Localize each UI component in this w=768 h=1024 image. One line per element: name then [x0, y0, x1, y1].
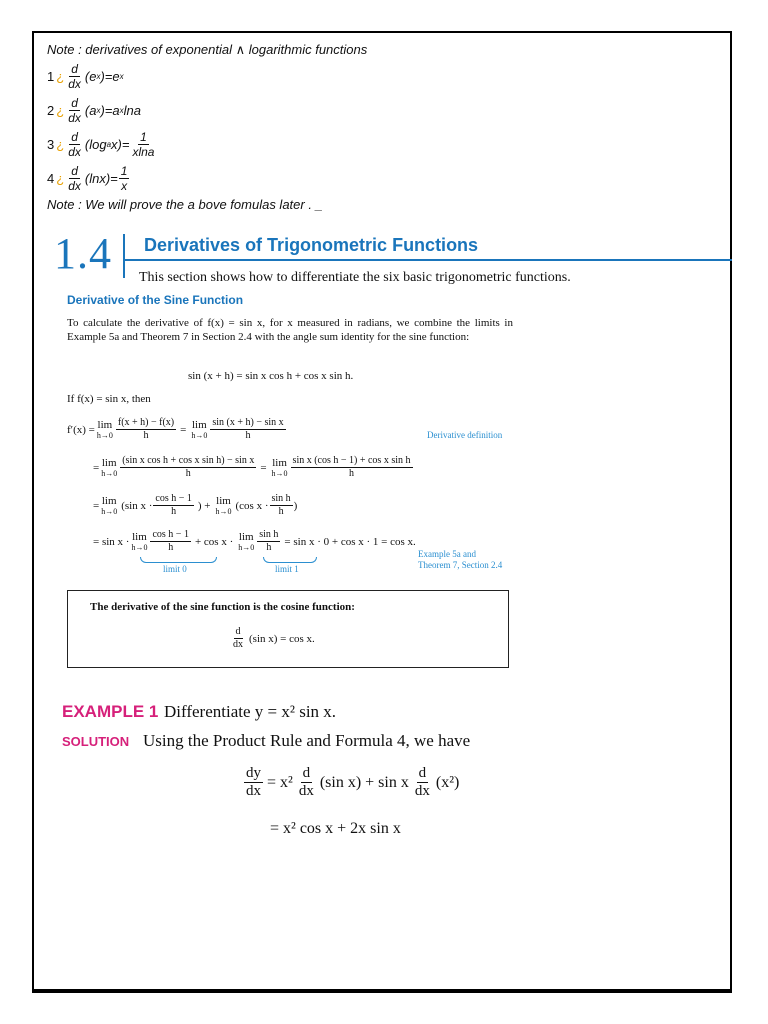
- formula-marker: ¿: [56, 170, 65, 186]
- result-fraction: $\frac{1}{x}$: [120, 163, 128, 193]
- example-reference: Example 5a and Theorem 7, Section 2.4: [418, 549, 503, 570]
- example-label: EXAMPLE 1: [62, 702, 159, 721]
- solution-label: SOLUTION: [62, 734, 130, 749]
- derivation-row-3: = lim h→0 (sin x · $\frac{\text{cos h − 1}}{h}$ ) + lim h→0 (cos x · $\frac{\text{sin h}}{h}$ ): [93, 493, 298, 517]
- notes-block: [47, 40, 707, 214]
- section-number: 1.4: [54, 229, 112, 278]
- formula-3: 3 ¿ $\frac{d}{dx}$ (log a x)= $\frac{1}{xlna}$: [47, 129, 155, 159]
- solution-text: Using the Product Rule and Formula 4, we have: [143, 731, 471, 750]
- derivation-note: Derivative definition: [427, 430, 503, 440]
- solution-equation-2: = x² cos x + 2x sin x: [270, 820, 401, 837]
- section-intro: This section shows how to differentiate the six basic trigonometric functions.: [139, 270, 571, 285]
- formula-marker: ¿: [56, 68, 65, 84]
- formula-1: 1 ¿ $\frac{d}{dx}$ (e x )=e x: [47, 61, 124, 91]
- limit-1-label: limit 1: [275, 564, 299, 574]
- formula-2: 2 ¿ $\frac{d}{dx}$ (a x )=a x lna: [47, 95, 141, 125]
- derivative-operator: $\frac{d}{dx}$: [68, 129, 81, 159]
- notes-header: Note : derivatives of exponential ∧ logarithmic functions: [47, 42, 368, 57]
- formula-marker: ¿: [56, 102, 65, 118]
- body-paragraph: To calculate the derivative of f(x) = sin x, for x measured in radians, we combine the limits in Example 5a and Theorem 7 in Section 2.4 with the angle sum identity for the sine function:: [67, 317, 513, 343]
- formula-number: 4: [47, 170, 55, 186]
- formula-number: 2: [47, 102, 55, 118]
- solution-equation-1: $\frac{dy}{dx}$ = x² $\frac{d}{dx}$ (sin x) + sin x $\frac{d}{dx}$ (x²): [246, 765, 460, 799]
- derivation-row-4: = sin x · lim h→0 $\frac{\text{cos h − 1}}{h}$ + cos x · lim h→0 $\frac{\text{sin h}}{h}$ = sin x · 0 + cos x · 1 = cos x.: [93, 529, 416, 553]
- if-statement: If f(x) = sin x, then: [67, 393, 151, 405]
- notes-footer: Note : We will prove the a bove fomulas later . _: [47, 197, 323, 212]
- section-rule: [124, 259, 732, 261]
- result-equation: $\frac{d}{dx}$ (sin x) = cos x.: [233, 626, 315, 650]
- formula-number: 3: [47, 136, 55, 152]
- section-divider: [123, 234, 125, 278]
- derivative-operator: $\frac{d}{dx}$: [68, 61, 81, 91]
- formula-4: 4 ¿ $\frac{d}{dx}$ (lnx)= $\frac{1}{x}$: [47, 163, 128, 193]
- result-fraction: $\frac{1}{xlna}$: [132, 129, 155, 159]
- derivation-row-1: f′(x) = lim h→0 $\frac{f(x + h) - f(x)}{h}$ = lim h→0 $\frac{\text{sin (x + h) − sin x}}{h}$: [67, 417, 284, 441]
- limit-0-label: limit 0: [163, 564, 187, 574]
- formula-marker: ¿: [56, 136, 65, 152]
- derivative-operator: $\frac{d}{dx}$: [68, 163, 81, 193]
- section-title: Derivatives of Trigonometric Functions: [144, 235, 479, 255]
- result-statement: The derivative of the sine function is the cosine function:: [90, 601, 355, 613]
- example-text: Differentiate y = x² sin x.: [164, 702, 337, 721]
- result-box: [67, 590, 509, 668]
- limit-brace-2: [263, 557, 317, 563]
- derivation-row-2: = lim h→0 $\frac{\text{(sin x cos h + cos x sin h) − sin x}}{h}$ = lim h→0 $\frac{\text{sin x (cos h − 1) + cos x sin h}}{h}$: [93, 455, 411, 479]
- derivative-operator: $\frac{d}{dx}$: [68, 95, 81, 125]
- formula-number: 1: [47, 68, 55, 84]
- limit-brace-1: [140, 557, 217, 563]
- angle-sum-identity: sin (x + h) = sin x cos h + cos x sin h.: [188, 370, 354, 382]
- subsection-heading: Derivative of the Sine Function: [67, 293, 244, 307]
